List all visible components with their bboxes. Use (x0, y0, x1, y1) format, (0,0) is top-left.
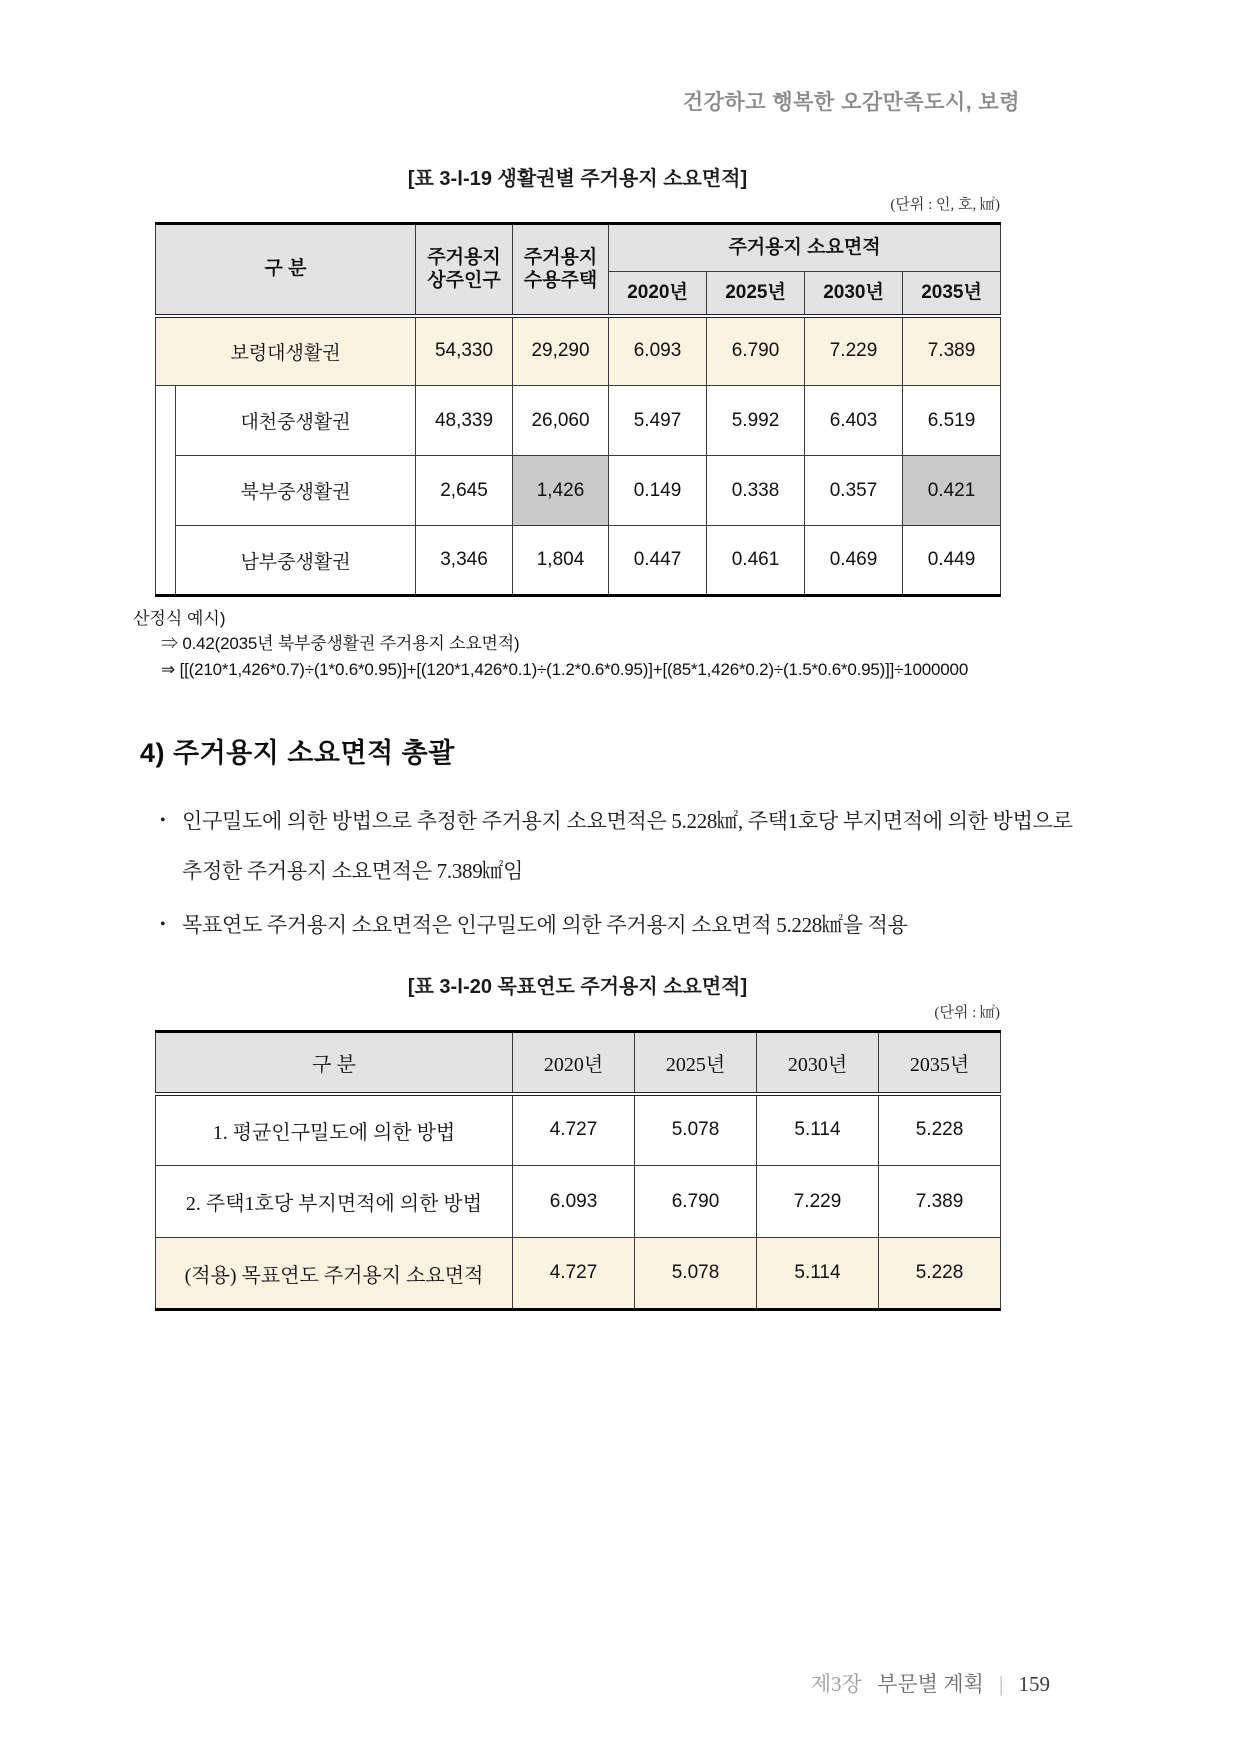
cell-2035-highlighted: 0.421 (903, 456, 1001, 526)
cell-name: 남부중생활권 (176, 526, 416, 596)
footnote-formula-line: ⇒ [[(210*1,426*0.7)÷(1*0.6*0.95)]+[(120*1,426*0.1)÷(1.2*0.6*0.95)]+[(85*1,426*0.2)÷(1.5*0.6*0.95)]]÷1000000 (161, 660, 969, 679)
cell-2025: 5.992 (707, 386, 805, 456)
cell-2030: 5.114 (757, 1238, 879, 1310)
table-row-bukbu (156, 456, 1001, 526)
header-resident-population (416, 224, 513, 316)
header-pop-line2: 상주인구 (427, 270, 501, 292)
cell-name: 2. 주택1호당 부지면적에 의한 방법 (156, 1166, 513, 1238)
footer-separator: | (999, 1672, 1004, 1696)
table-living-area-demand (155, 222, 1001, 597)
header-area-group: 주거용지 소요면적 (609, 224, 1001, 272)
cell-2025: 5.078 (635, 1094, 757, 1166)
cell-2030: 6.403 (805, 386, 903, 456)
table1-caption: [표 3-Ⅰ-19 생활권별 주거용지 소요면적] (407, 168, 748, 190)
footer-page-number: 159 (1018, 1672, 1050, 1696)
running-header-slogan: 건강하고 행복한 오감만족도시, 보령 (682, 91, 1020, 114)
bullet-text: 목표연도 주거용지 소요면적은 인구밀도에 의한 주거용지 소요면적 5.228㎢을 적용 (182, 913, 908, 937)
cell-name: 보령대생활권 (156, 316, 416, 386)
cell-2020: 4.727 (513, 1094, 635, 1166)
table1-footnote (133, 607, 1240, 683)
cell-2025: 0.461 (707, 526, 805, 596)
header-year-2020: 2020년 (513, 1032, 635, 1094)
cell-name: 1. 평균인구밀도에 의한 방법 (156, 1094, 513, 1166)
header-housing-capacity (513, 224, 609, 316)
cell-name: 북부중생활권 (176, 456, 416, 526)
cell-2030: 5.114 (757, 1094, 879, 1166)
cell-2020: 0.149 (609, 456, 707, 526)
footnote-title: 산정식 예시) (133, 609, 226, 628)
header-pop-line1: 주거용지 (427, 246, 501, 268)
cell-2020: 0.447 (609, 526, 707, 596)
table-target-year-demand (155, 1030, 1001, 1311)
header-house-line2: 수용주택 (523, 270, 598, 292)
cell-2035: 0.449 (903, 526, 1001, 596)
cell-2020: 6.093 (513, 1166, 635, 1238)
table-row-density-method (156, 1094, 1001, 1166)
section-bullets (160, 796, 1080, 950)
cell-2035: 5.228 (879, 1238, 1001, 1310)
header-year-2020: 2020년 (609, 272, 707, 316)
cell-2035: 7.389 (903, 316, 1001, 386)
table2-unit-note: (단위 : ㎢) (934, 1005, 1000, 1021)
header-year-2035: 2035년 (903, 272, 1001, 316)
header-house-line1: 주거용지 (523, 246, 598, 268)
bullet-item (160, 796, 1080, 896)
header-year-2035: 2035년 (879, 1032, 1001, 1094)
cell-house-highlighted: 1,426 (513, 456, 609, 526)
indent-cell (156, 386, 176, 596)
header-category: 구 분 (156, 1032, 513, 1094)
table-row-daecheon (156, 386, 1001, 456)
cell-2030: 0.469 (805, 526, 903, 596)
footnote-result-line: ⇒ 0.42(2035년 북부중생활권 주거용지 소요면적) (161, 634, 520, 653)
bullet-marker: • (160, 916, 166, 933)
table-row-lot-area-method (156, 1166, 1001, 1238)
page-footer (811, 1668, 1050, 1698)
cell-pop: 54,330 (416, 316, 513, 386)
footer-section-title: 부문별 계획 (877, 1672, 984, 1696)
table-row-applied (156, 1238, 1001, 1310)
header-year-2025: 2025년 (707, 272, 805, 316)
cell-pop: 48,339 (416, 386, 513, 456)
header-year-2025: 2025년 (635, 1032, 757, 1094)
cell-pop: 2,645 (416, 456, 513, 526)
section-heading: 4) 주거용지 소요면적 총괄 (140, 738, 455, 768)
cell-house: 29,290 (513, 316, 609, 386)
cell-pop: 3,346 (416, 526, 513, 596)
cell-2035: 6.519 (903, 386, 1001, 456)
table1-unit-note: (단위 : 인, 호, ㎢) (890, 197, 1000, 213)
cell-2025: 6.790 (707, 316, 805, 386)
bullet-marker: • (160, 812, 166, 829)
cell-2030: 0.357 (805, 456, 903, 526)
bullet-text: 인구밀도에 의한 방법으로 추정한 주거용지 소요면적은 5.228㎢, 주택1호당 부지면적에 의한 방법으로 추정한 주거용지 소요면적은 7.389㎢임 (182, 809, 1073, 883)
cell-2030: 7.229 (805, 316, 903, 386)
cell-house: 1,804 (513, 526, 609, 596)
cell-name: 대천중생활권 (176, 386, 416, 456)
cell-2035: 7.389 (879, 1166, 1001, 1238)
cell-2025: 0.338 (707, 456, 805, 526)
cell-2020: 6.093 (609, 316, 707, 386)
header-category: 구 분 (156, 224, 416, 316)
table-row-nambu (156, 526, 1001, 596)
table-row-boryeong-total (156, 316, 1001, 386)
header-year-2030: 2030년 (805, 272, 903, 316)
cell-2020: 4.727 (513, 1238, 635, 1310)
cell-2025: 5.078 (635, 1238, 757, 1310)
cell-2035: 5.228 (879, 1094, 1001, 1166)
cell-2030: 7.229 (757, 1166, 879, 1238)
cell-2020: 5.497 (609, 386, 707, 456)
cell-2025: 6.790 (635, 1166, 757, 1238)
cell-house: 26,060 (513, 386, 609, 456)
cell-name: (적용) 목표연도 주거용지 소요면적 (156, 1238, 513, 1310)
footer-chapter: 제3장 (810, 1672, 862, 1696)
table2-caption: [표 3-Ⅰ-20 목표연도 주거용지 소요면적] (407, 976, 748, 998)
bullet-item (160, 900, 1080, 950)
header-year-2030: 2030년 (757, 1032, 879, 1094)
